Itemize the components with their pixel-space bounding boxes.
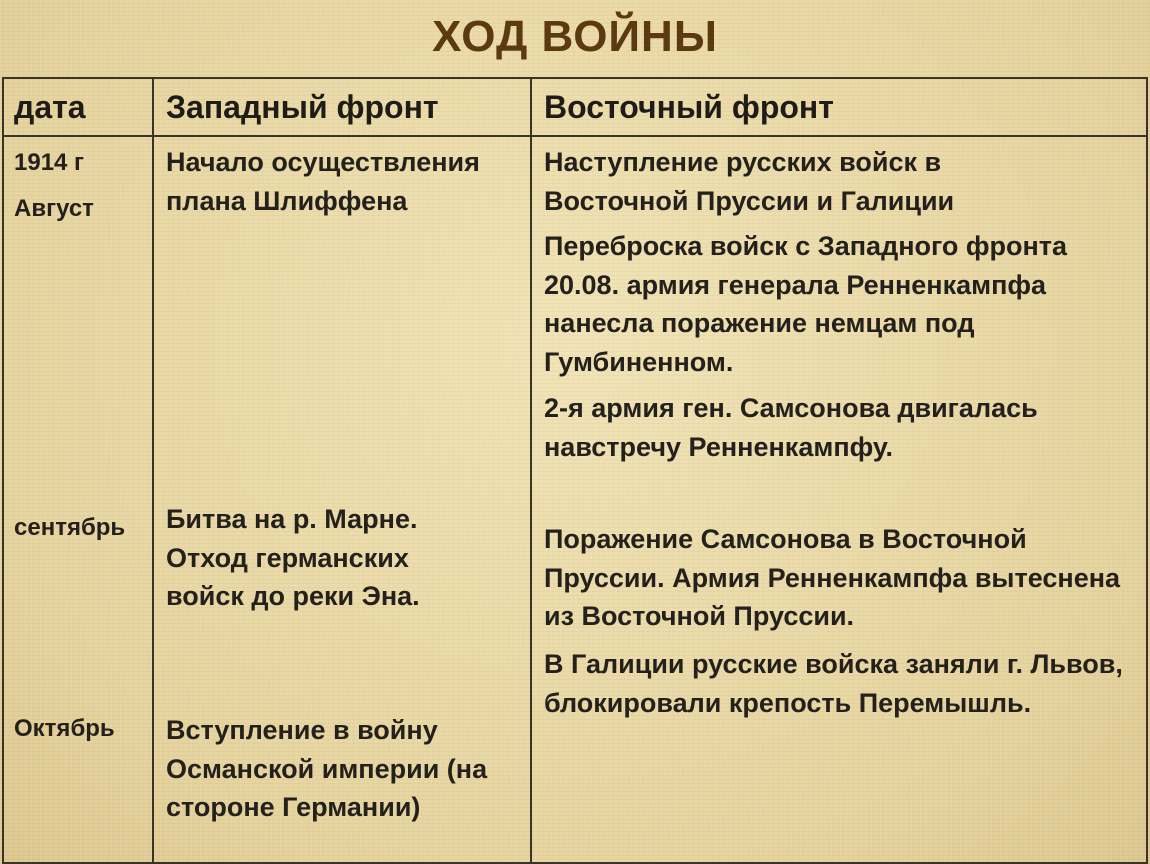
table-header-row xyxy=(4,79,1146,137)
date-year: 1914 г xyxy=(14,149,85,176)
war-course-table xyxy=(2,77,1148,864)
east-text: В Галиции русские войска заняли г. Львов, блокировали крепость Перемышль. xyxy=(544,649,1123,718)
page-title: ХОД ВОЙНЫ xyxy=(432,12,718,61)
date-october: Октябрь xyxy=(14,715,115,742)
date-september: сентябрь xyxy=(14,514,126,541)
west-august: Начало осуществления плана Шлиффена xyxy=(166,147,480,216)
east-text: Переброска войск с Западного фронта 20.08. армия генерала Ренненкампфа нанесла поражение немцам под Гумбиненном. xyxy=(544,231,1068,377)
east-galicia xyxy=(544,645,1129,722)
header-western-front: Западный фронт xyxy=(166,89,439,125)
header-date: дата xyxy=(14,89,86,125)
east-text: Поражение Самсонова в Восточной Пруссии. Армия Ренненкампфа вытеснена из Восточной Пруссии. xyxy=(544,524,1121,631)
west-october: Вступление в войну Османской империи (на стороне Германии) xyxy=(166,715,488,822)
column-divider xyxy=(152,79,154,862)
date-august: Август xyxy=(14,195,94,222)
east-gumbinnen xyxy=(544,227,1114,381)
header-eastern-front: Восточный фронт xyxy=(544,89,834,125)
east-offensive xyxy=(544,143,1044,220)
east-text: 2-я армия ген. Самсонова двигалась навстречу Ренненкампфу. xyxy=(544,393,1038,462)
east-samsonov-advance xyxy=(544,389,1144,466)
west-september: Битва на р. Марне. Отход германских войск до реки Эна. xyxy=(166,504,420,611)
east-text: Наступление русских войск в Восточной Пруссии и Галиции xyxy=(544,147,955,216)
east-samsonov-defeat xyxy=(544,520,1124,636)
column-divider xyxy=(530,79,532,862)
